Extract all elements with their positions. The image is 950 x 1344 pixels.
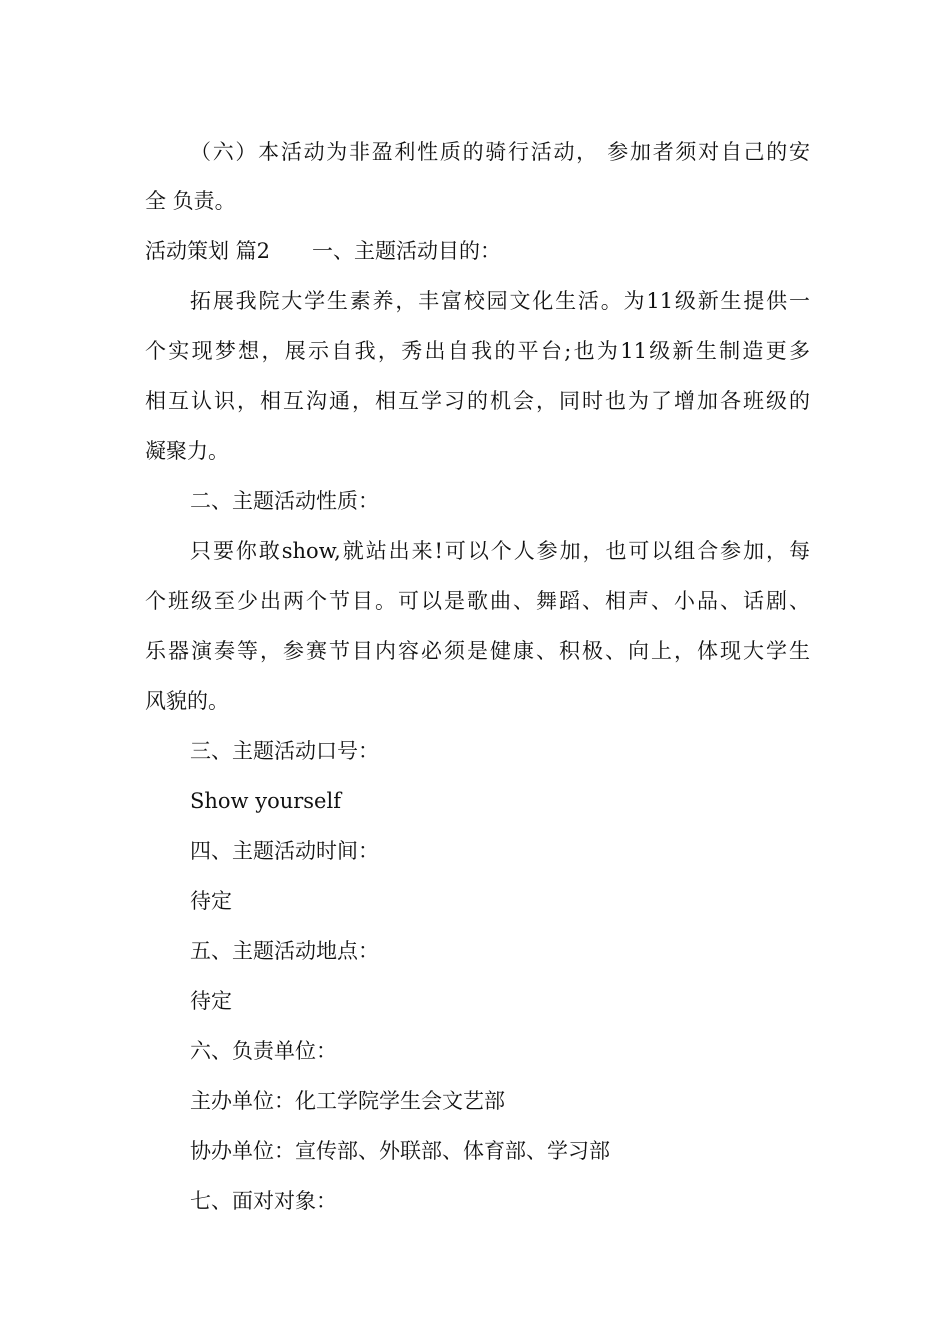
paragraph-line-11: 乐器演奏等，参赛节目内容必须是健康、积极、向上，体现大学生 [145,639,810,663]
heading-responsible-units: 六、负责单位： [190,1039,337,1063]
paragraph-line-6: 相互认识，相互沟通，相互学习的机会，同时也为了增加各班级的 [145,389,810,413]
section-heading-line [145,236,810,266]
paragraph-line-12: 风貌的。 [145,689,229,713]
article-title: 活动策划 篇2 [145,239,271,263]
host-unit-text: 主办单位：化工学院学生会文艺部 [190,1089,505,1113]
heading-time: 四、主题活动时间： [190,839,379,863]
paragraph-line-10: 个班级至少出两个节目。可以是歌曲、舞蹈、相声、小品、话剧、 [145,589,810,613]
heading-location: 五、主题活动地点： [190,939,379,963]
paragraph-line-5: 个实现梦想，展示自我，秀出自我的平台;也为11级新生制造更多 [145,339,810,363]
heading-objective: 一、主题活动目的： [312,239,502,263]
time-text: 待定 [190,889,232,913]
location-text: 待定 [190,989,232,1013]
co-host-unit-text: 协办单位：宣传部、外联部、体育部、学习部 [190,1139,610,1163]
paragraph-line-7: 凝聚力。 [145,439,229,463]
heading-nature: 二、主题活动性质： [190,489,379,513]
paragraph-line-9: 只要你敢show,就站出来!可以个人参加，也可以组合参加，每 [190,539,810,563]
slogan-text: Show yourself [190,789,341,813]
heading-slogan: 三、主题活动口号： [190,739,379,763]
paragraph-line-4: 拓展我院大学生素养，丰富校园文化生活。为11级新生提供一 [190,289,810,313]
paragraph-line-1: （六）本活动为非盈利性质的骑行活动， 参加者须对自己的安 [190,140,810,164]
paragraph-line-2: 全 负责。 [145,189,236,213]
heading-target-audience: 七、面对对象： [190,1189,337,1213]
